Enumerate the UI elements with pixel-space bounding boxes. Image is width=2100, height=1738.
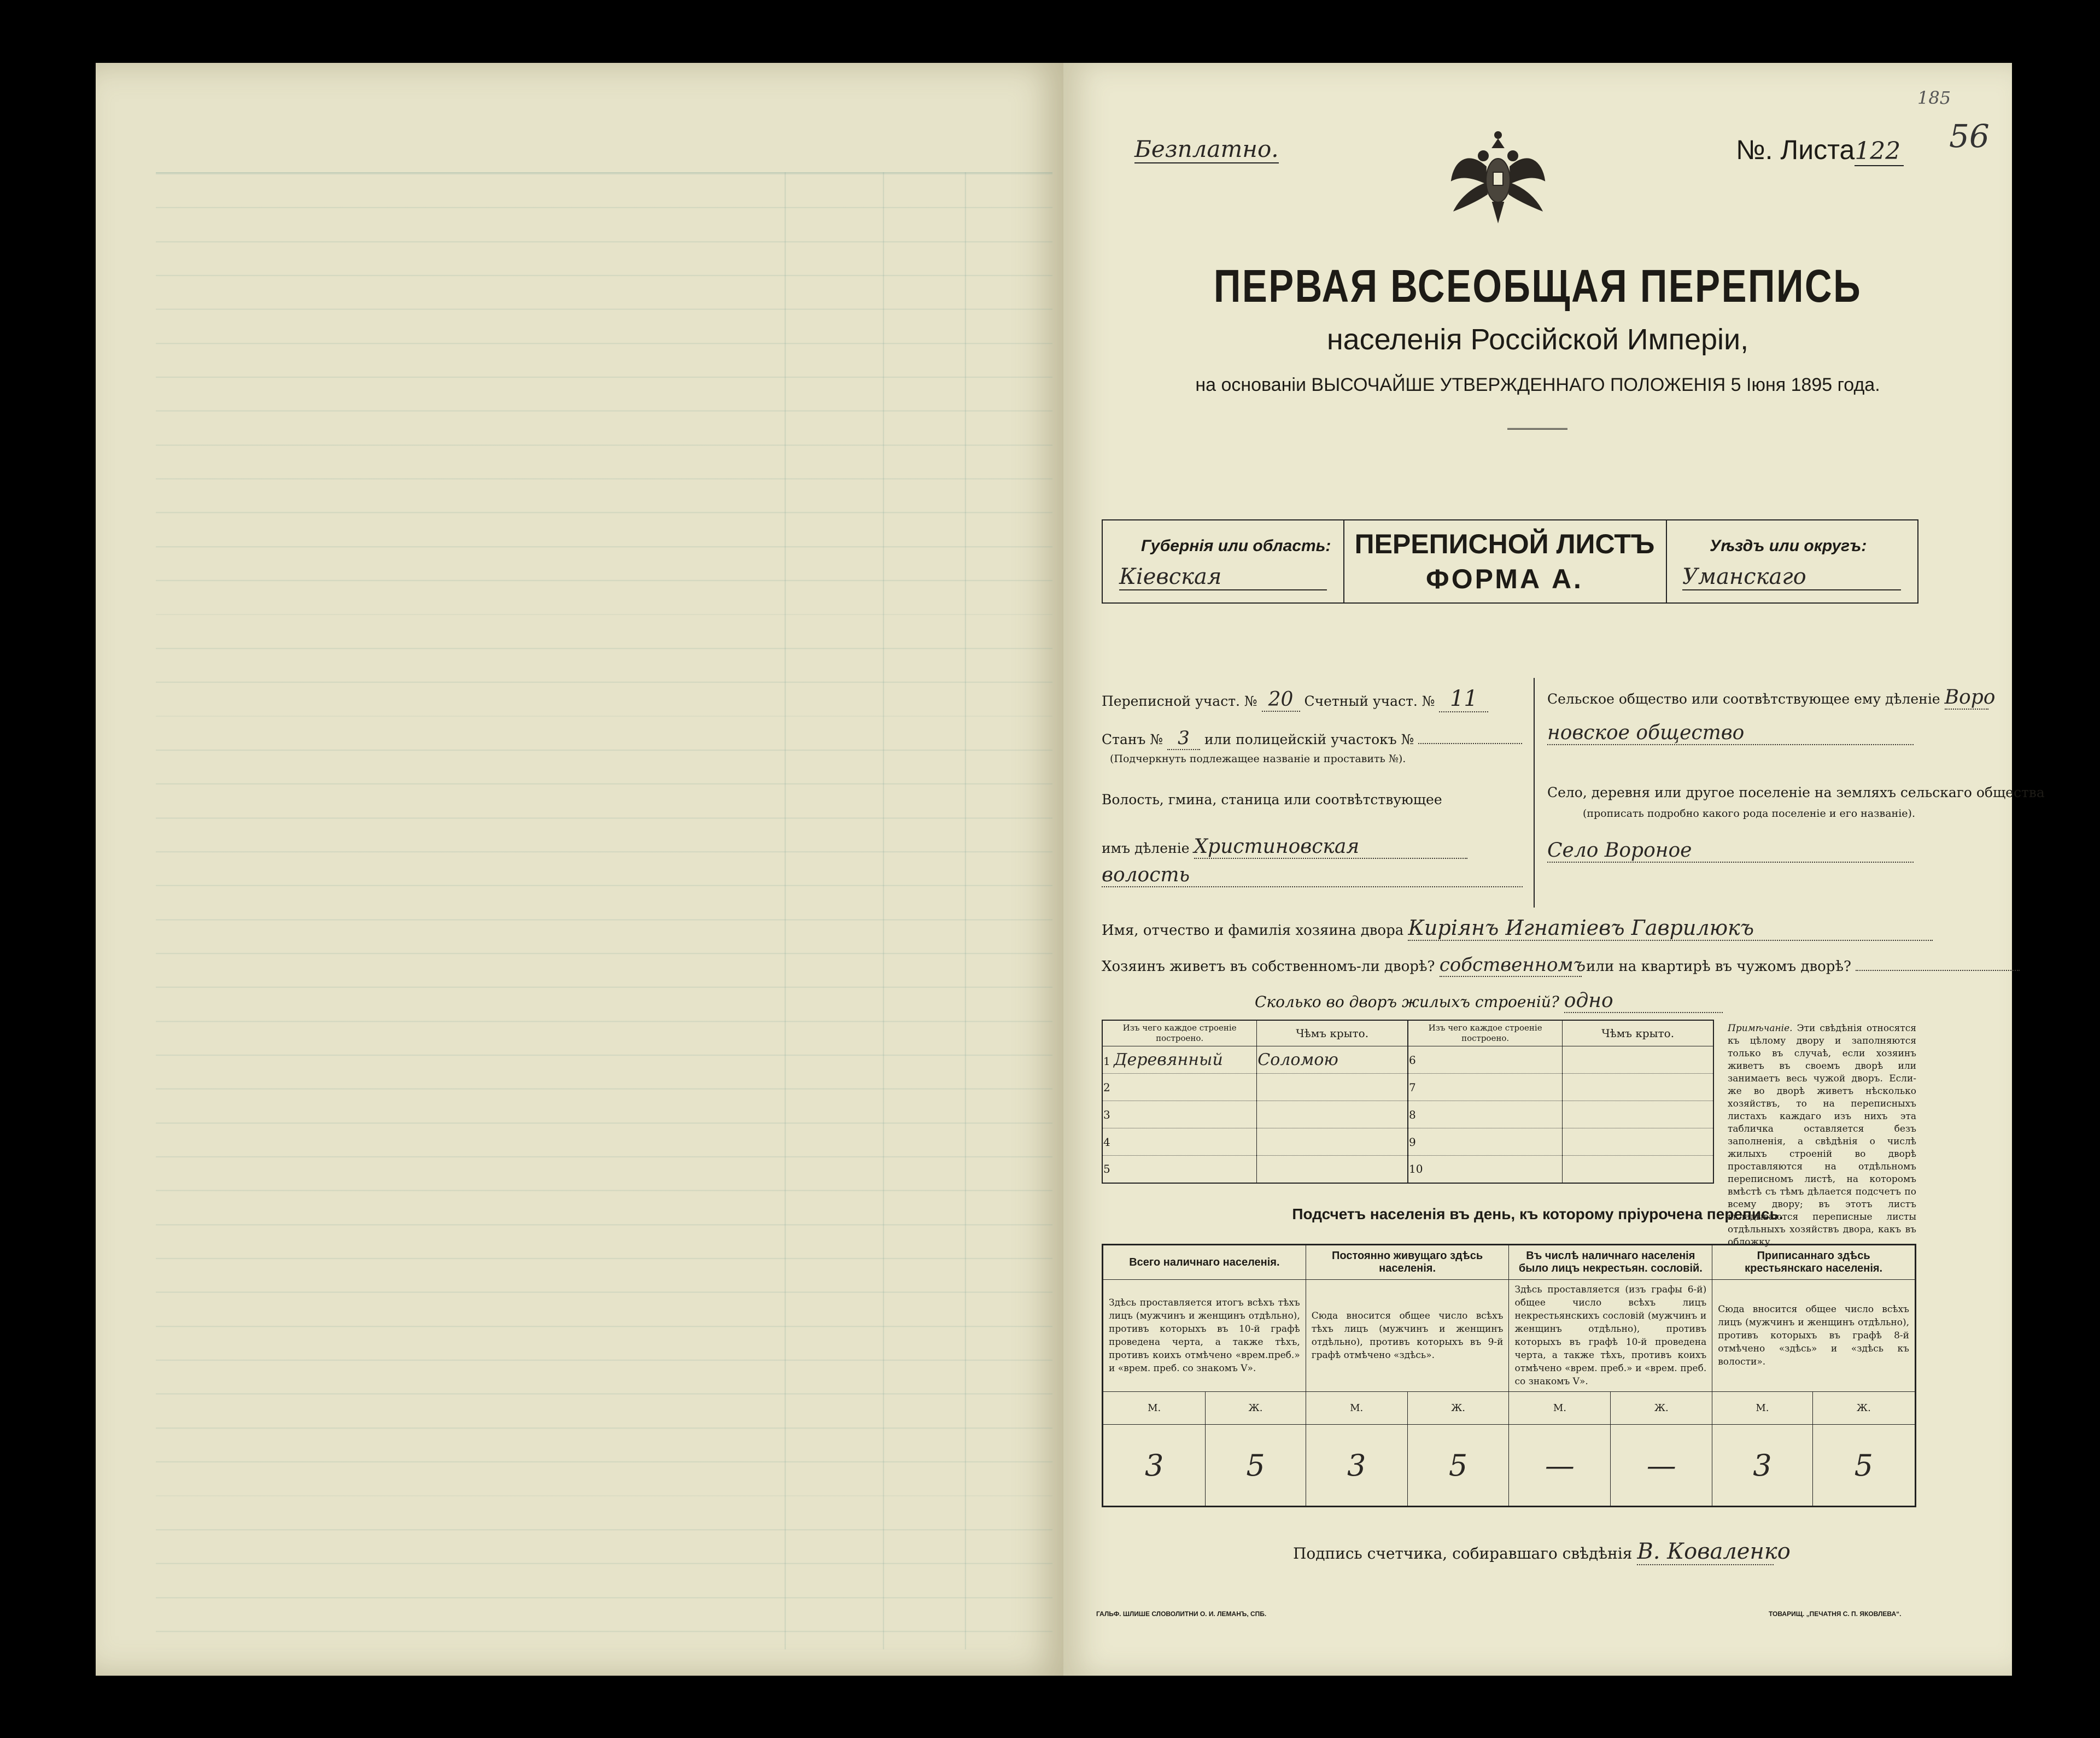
society-label: Сельское общество или соотвѣтствующее ему дѣленіе [1547,691,1940,707]
summary-desc-noncrest: Здѣсь проставляется (изъ графы 6-й) общее число всѣхъ лицъ некрестьянскихъ сословій (мужчинъ и женщинъ отдѣльно), противъ которыхъ въ графѣ 10-й проведена черта, а также тѣхъ, противъ коихъ отмѣчено «врем. преб.» и «врем. преб. со знакомъ V». [1509,1280,1712,1392]
society-line [1547,686,1996,710]
buildings-row [1102,1156,1713,1183]
volost-line [1102,835,1467,859]
village-note: (прописать подробно какого рода поселеніе и его названіе). [1583,807,1915,820]
summary-mf-row [1103,1392,1916,1425]
registered-f-value: 5 [1812,1425,1915,1507]
material-header-left: Изъ чего каждое строеніе построено. [1102,1020,1257,1046]
lives-value-2-line [1856,970,2020,971]
buildings-row [1102,1101,1713,1128]
owner-value: Киріянъ Игнатіевъ Гаврилюкъ [1408,916,1933,941]
row-number: 4 [1102,1128,1257,1156]
f-label: Ж. [1206,1392,1306,1425]
row-number: 10 [1408,1156,1563,1183]
note-lead: Примѣчаніе. [1728,1023,1793,1034]
signature-label: Подпись счетчика, собиравшаго свѣдѣнія [1293,1544,1633,1563]
imprint-right: ТОВАРИЩ. „ПЕЧАТНЯ С. П. ЯКОВЛЕВА“. [1769,1610,1902,1618]
double-headed-eagle-emblem [1446,128,1550,227]
uezd-label: Уѣздъ или округъ: [1710,537,1867,555]
owner-label: Имя, отчество и фамилія хозяина двора [1102,922,1404,939]
m-label: М. [1103,1392,1206,1425]
summary-desc-total: Здѣсь проставляется итогъ всѣхъ тѣхъ лицъ (мужчинъ и женщинъ отдѣльно), противъ которыхъ въ 10-й графѣ проведена черта, а также тѣхъ, противъ коихъ отмѣчено «врем.преб.» и «врем. преб. со знакомъ V». [1103,1280,1306,1392]
faint-grid [156,172,1052,1649]
stan-value: 3 [1167,727,1200,750]
summary-desc-permanent: Сюда вносится общее число всѣхъ тѣхъ лицъ (мужчинъ и женщинъ отдѣльно), противъ которыхъ въ 9-й графѣ отмѣчено «здѣсь». [1306,1280,1509,1392]
gubernia-value: Кіевская [1119,564,1327,590]
summary-head-noncrest: Въ числѣ наличнаго населенія было лицъ некрестьян. сословій. [1509,1245,1712,1280]
roof-cell [1563,1128,1713,1156]
census-basis: на основаніи ВЫСОЧАЙШЕ УТВЕРЖДЕННАГО ПОЛОЖЕНІЯ 5 Іюня 1895 года. [1195,374,1880,395]
stan-line [1102,727,1522,750]
total-f-value: 5 [1206,1425,1306,1507]
district-line [1102,686,1488,712]
imprint-left: ГАЛЬФ. ШЛИШЕ СЛОВОЛИТНИ О. И. ЛЕМАНЪ, СПБ. [1096,1610,1267,1618]
roof-cell [1563,1156,1713,1183]
volost-value-1: Христиновская [1194,835,1467,859]
roof-value: Соломою [1257,1046,1408,1074]
f-label: Ж. [1611,1392,1712,1425]
summary-desc-registered: Сюда вносится общее число всѣхъ лицъ (мужчинъ и женщинъ отдѣльно), противъ которыхъ въ графѣ 8-й отмѣчено «здѣсь» и «здѣсь къ волости». [1712,1280,1916,1392]
row-number: 7 [1408,1074,1563,1101]
census-subtitle: населенія Россійской Имперіи, [1326,323,1749,356]
owner-line [1102,916,1933,941]
registered-m-value: 3 [1712,1425,1812,1507]
roof-header-right: Чѣмъ крыто. [1563,1020,1713,1046]
buildings-row [1102,1128,1713,1156]
permanent-m-value: 3 [1306,1425,1407,1507]
buildings-line [1255,990,1723,1013]
sheet-number-value: 122 [1855,137,1904,166]
buildings-table-header [1102,1020,1713,1046]
roof-cell [1563,1046,1713,1074]
buildings-label: Сколько во дворъ жилыхъ строеній? [1255,993,1559,1011]
count-district-label: Счетный участ. № [1304,693,1435,709]
material-value: Деревянный [1114,1050,1223,1069]
box-divider-right [1666,520,1667,602]
buildings-row [1102,1074,1713,1101]
total-m-value: 3 [1103,1425,1206,1507]
summary-title: Подсчетъ населенія въ день, къ которому пріурочена перепись. [1292,1206,1783,1222]
material-header-right: Изъ чего каждое строеніе построено. [1408,1020,1563,1046]
corner-note-2: 56 [1949,118,1990,155]
row-number: 3 [1102,1101,1257,1128]
roof-cell [1257,1128,1408,1156]
sheet-number-label [1736,134,1904,166]
row-number: 1 [1103,1055,1110,1068]
note-text: Эти свѣдѣнія относятся къ цѣлому двору и заполняются только въ случаѣ, если хозяинъ живетъ въ своемъ дворѣ или занимаетъ весь чужой дворъ. Если-же во дворѣ живетъ нѣсколько хозяйствъ, то на переписныхъ листахъ каждаго изъ нихъ эта табличка оставляется безъ заполненія, а свѣдѣнія о числѣ жилыхъ строеній во дворѣ проставляются на отдѣльномъ переписномъ листѣ, на которомъ вмѣстѣ съ тѣмъ дѣлается подсчетъ по всему двору; въ этотъ листъ вкладываются переписные листы отдѣльныхъ хозяйствъ двора, какъ въ обложку. [1728,1023,1916,1248]
free-label: Безплатно. [1134,136,1279,162]
form-name: ФОРМА А. [1426,564,1583,594]
summary-header-row [1103,1245,1916,1280]
row-number: 9 [1408,1128,1563,1156]
lives-label: Хозяинъ живетъ въ собственномъ-ли дворѣ? [1102,958,1435,975]
material-cell [1102,1046,1257,1074]
buildings-value: одно [1564,990,1723,1013]
left-page [96,63,1063,1676]
volost-value-2: волость [1102,864,1523,887]
m-label: М. [1712,1392,1812,1425]
form-header-box [1102,519,1918,604]
noncrest-m-value: — [1509,1425,1611,1507]
f-label: Ж. [1407,1392,1509,1425]
buildings-table [1102,1020,1714,1184]
count-district-value: 11 [1439,686,1488,712]
row-number: 5 [1102,1156,1257,1183]
row-number: 8 [1408,1101,1563,1128]
roof-cell [1257,1101,1408,1128]
census-form-page [1063,63,2045,1676]
village-value: Село Вороное [1547,839,1914,863]
row-number: 2 [1102,1074,1257,1101]
buildings-row [1102,1046,1713,1074]
lives-label-2: или на квартирѣ въ чужомъ дворѣ? [1586,958,1851,975]
m-label: М. [1306,1392,1407,1425]
gubernia-label: Губернія или область: [1141,537,1331,555]
summary-head-total: Всего наличнаго населенія. [1103,1245,1306,1280]
fields-divider [1534,678,1535,908]
roof-cell [1563,1074,1713,1101]
stan-note: (Подчеркнуть подлежащее названіе и проставить №). [1110,753,1406,765]
census-district-value: 20 [1262,688,1300,712]
census-title: ПЕРВАЯ ВСЕОБЩАЯ ПЕРЕПИСЬ [1213,260,1862,312]
signature-line [1293,1539,1791,1565]
lives-value: собственномъ [1439,954,1586,976]
noncrest-f-value: — [1611,1425,1712,1507]
m-label: М. [1509,1392,1611,1425]
summary-values-row [1103,1425,1916,1507]
volost-label-2: имъ дѣленіе [1102,840,1190,856]
corner-note-1: 185 [1917,87,1951,108]
police-label: или полицейскій участокъ № [1204,732,1414,747]
title-ornament [1507,428,1567,430]
stan-label: Станъ № [1102,732,1163,747]
roof-cell [1563,1101,1713,1128]
roof-cell [1257,1074,1408,1101]
summary-head-registered: Приписаннаго здѣсь крестьянскаго населенія. [1712,1245,1916,1280]
summary-table [1102,1244,1916,1507]
row-number: 6 [1408,1046,1563,1074]
volost-label: Волость, гмина, станица или соотвѣтствующее [1102,792,1442,807]
society-value-2: новское общество [1547,722,1914,745]
permanent-f-value: 5 [1407,1425,1509,1507]
census-district-label: Переписной участ. № [1102,693,1257,709]
f-label: Ж. [1812,1392,1915,1425]
summary-head-permanent: Постоянно живущаго здѣсь населенія. [1306,1245,1509,1280]
sheet-number-caption: №. Листа [1736,134,1855,165]
roof-cell [1257,1156,1408,1183]
police-value-line [1418,743,1522,744]
society-value-1: Воро [1944,686,1996,709]
lives-line [1102,954,2020,977]
village-label: Село, деревня или другое поселеніе на земляхъ сельскаго общества [1547,785,2045,800]
summary-desc-row [1103,1280,1916,1392]
signature-value: В. Коваленко [1637,1539,1791,1564]
uezd-value: Уманскаго [1682,564,1901,590]
roof-header-left: Чѣмъ крыто. [1257,1020,1408,1046]
sheet-title: ПЕРЕПИСНОЙ ЛИСТЪ [1354,529,1655,559]
